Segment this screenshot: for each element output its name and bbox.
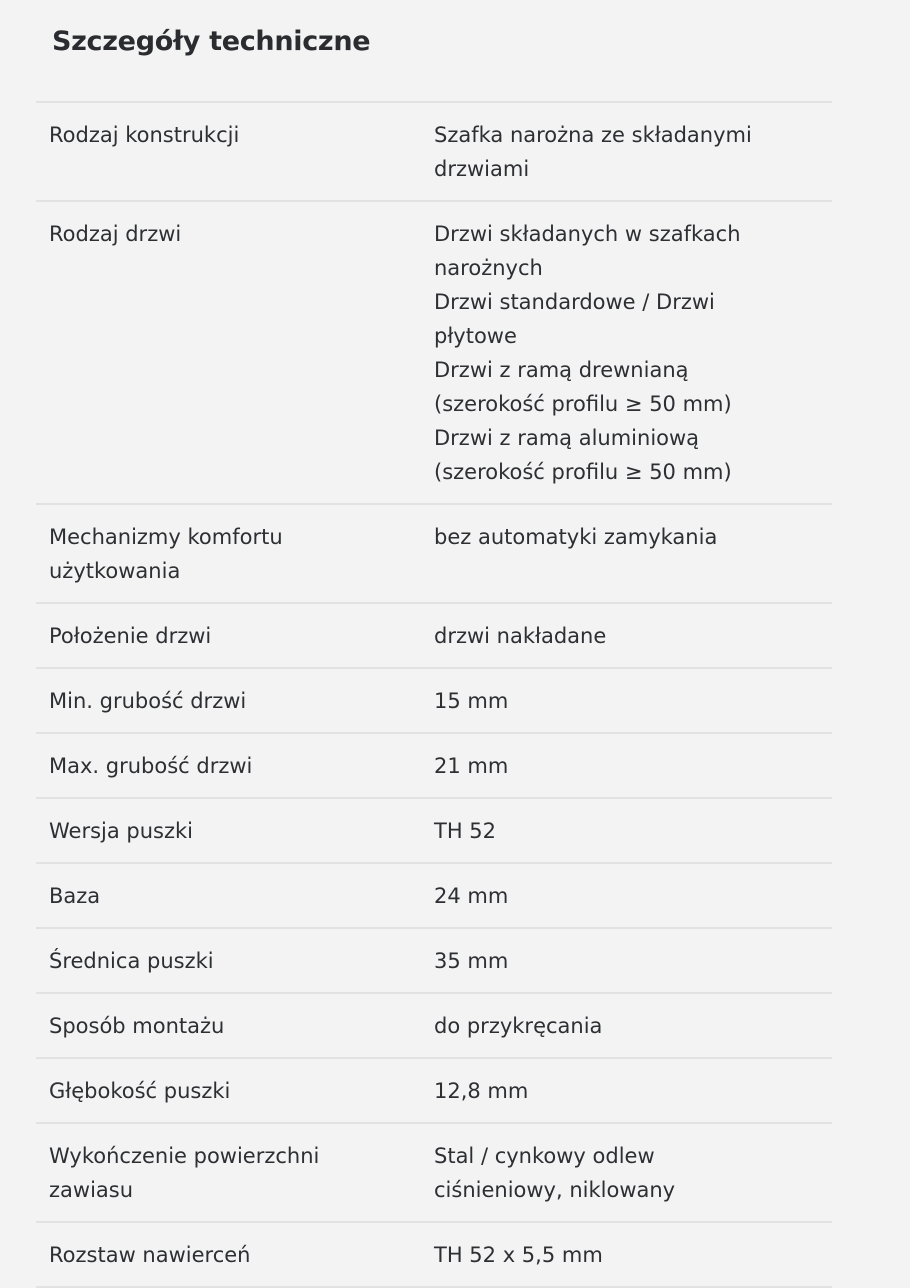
spec-row: [36, 505, 832, 604]
spec-row: [36, 864, 832, 929]
spec-label: Wykończenie powierzchni zawiasu: [49, 1144, 320, 1202]
spec-row: [36, 604, 832, 669]
spec-value: bez automatyki zamykania: [434, 525, 718, 549]
spec-label: Rodzaj konstrukcji: [49, 123, 240, 147]
spec-row: [36, 734, 832, 799]
spec-table: [36, 101, 832, 1288]
spec-value: TH 52: [434, 819, 497, 843]
spec-value: Stal / cynkowy odlew ciśnieniowy, niklowany: [434, 1144, 676, 1202]
spec-row: [36, 799, 832, 864]
spec-row: [36, 1124, 832, 1223]
spec-row: [36, 1059, 832, 1124]
spec-value: Szafka narożna ze składanymi drzwiami: [434, 123, 752, 181]
spec-label: Rozstaw nawierceń: [49, 1243, 251, 1267]
spec-row: [36, 669, 832, 734]
spec-label: Max. grubość drzwi: [49, 754, 253, 778]
spec-label: Wersja puszki: [49, 819, 194, 843]
spec-value: TH 52 x 5,5 mm: [434, 1243, 603, 1267]
spec-value: Drzwi składanych w szafkach narożnych Drzwi standardowe / Drzwi płytowe Drzwi z ramą drewnianą (szerokość profilu ≥ 50 mm) Drzwi z ramą aluminiową (szerokość profilu ≥ 50 mm): [434, 222, 741, 484]
section-title: Szczegóły techniczne: [52, 26, 371, 57]
spec-label: Rodzaj drzwi: [49, 222, 182, 246]
spec-label: Położenie drzwi: [49, 624, 212, 648]
spec-row: [36, 103, 832, 202]
spec-value: 15 mm: [434, 689, 509, 713]
spec-label: Min. grubość drzwi: [49, 689, 247, 713]
spec-label: Mechanizmy komfortu użytkowania: [49, 525, 283, 583]
spec-label: Średnica puszki: [49, 949, 214, 973]
spec-label: Baza: [49, 884, 101, 908]
spec-value: 12,8 mm: [434, 1079, 529, 1103]
spec-label: Głębokość puszki: [49, 1079, 231, 1103]
spec-value: 21 mm: [434, 754, 509, 778]
spec-row: [36, 929, 832, 994]
spec-value: drzwi nakładane: [434, 624, 607, 648]
spec-row: [36, 994, 832, 1059]
spec-value: do przykręcania: [434, 1014, 603, 1038]
spec-label: Sposób montażu: [49, 1014, 225, 1038]
spec-value: 24 mm: [434, 884, 509, 908]
spec-row: [36, 202, 832, 505]
spec-row: [36, 1223, 832, 1288]
spec-value: 35 mm: [434, 949, 509, 973]
